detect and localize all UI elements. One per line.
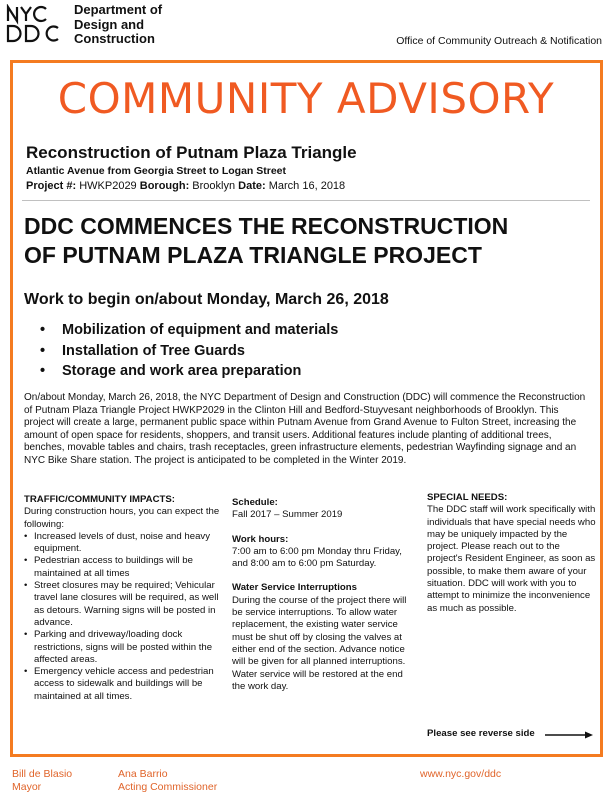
impacts-intro: During construction hours, you can expect the following:	[24, 506, 220, 530]
impacts-heading: TRAFFIC/COMMUNITY IMPACTS:	[24, 494, 175, 505]
schedule-column	[232, 497, 410, 693]
list-item: • Street closures may be required; Vehicular travel lane closures will be required, as well as detours. Warning signs will be posted in advance.	[24, 580, 224, 629]
reverse-note: Please see reverse side	[427, 728, 535, 739]
special-needs-column	[427, 492, 597, 615]
hours-text: 7:00 am to 6:00 pm Monday thru Friday, and 8:00 am to 6:00 pm Saturday.	[232, 545, 402, 570]
list-item: • Emergency vehicle access and pedestrian access to sidewalk and buildings will be maintained at all times.	[24, 666, 224, 703]
commissioner-title: Acting Commissioner	[118, 781, 218, 793]
mayor-title: Mayor	[12, 781, 42, 793]
hours-heading: Work hours:	[232, 533, 289, 545]
dept-line-2: Design and	[74, 16, 145, 32]
advisory-title: COMMUNITY ADVISORY	[57, 74, 555, 123]
department-name	[74, 3, 162, 47]
headline-line-1: DDC COMMENCES THE RECONSTRUCTION	[24, 213, 509, 239]
list-item: • Parking and driveway/loading dock restrictions, signs will be posted within the affected areas.	[24, 629, 224, 666]
date-label: Date:	[238, 180, 266, 192]
dept-line-1: Department of	[74, 2, 163, 17]
nyc-ddc-logo	[6, 4, 68, 44]
list-item: • Installation of Tree Guards	[40, 341, 338, 362]
borough-label: Borough:	[139, 180, 190, 192]
date: March 16, 2018	[268, 180, 346, 192]
work-bullets	[40, 320, 338, 382]
project-number-label: Project #:	[26, 180, 77, 192]
list-item: • Pedestrian access to buildings will be maintained at all times	[24, 555, 224, 580]
project-meta	[26, 180, 345, 192]
impacts-column	[24, 494, 224, 703]
schedule-text: Fall 2017 – Summer 2019	[232, 509, 343, 521]
list-item: • Mobilization of equipment and materials	[40, 320, 338, 341]
mayor-credit	[12, 768, 72, 794]
project-description: On/about Monday, March 26, 2018, the NYC Department of Design and Construction (DDC) will commence the Reconstruction of Putnam Plaza Triangle Project HWKP2029 in the Clinton Hill and Bedford-Stuyvesant neighborhoods of Brooklyn. This project will create a large, permanent public space within Putnam Avenue from Grand Avenue to Fulton Street, increasing the amount of open space for residents, shoppers, and transit users. Additional features include planting of additional trees, benches, movable tables and chairs, trash receptacles, green infrastructure elements, pedestrian Wayfinding signage and an NYC Bike Share station. The project is anticipated to be completed in the Winter 2019.	[24, 392, 586, 466]
website-link[interactable]: www.nyc.gov/ddc	[420, 768, 502, 780]
commissioner-name: Ana Barrio	[118, 768, 168, 780]
schedule-heading: Schedule:	[232, 497, 278, 508]
special-heading: SPECIAL NEEDS:	[427, 492, 508, 503]
commissioner-credit	[118, 768, 217, 794]
mayor-name: Bill de Blasio	[12, 768, 73, 780]
headline-line-2: OF PUTNAM PLAZA TRIANGLE PROJECT	[24, 242, 482, 268]
office-name: Office of Community Outreach & Notification	[396, 35, 602, 47]
project-number: HWKP2029	[79, 180, 137, 192]
work-begin: Work to begin on/about Monday, March 26, 2018	[24, 291, 389, 308]
divider	[22, 200, 590, 201]
water-heading: Water Service Interruptions	[232, 582, 357, 594]
water-text: During the course of the project there will be service interruptions. To allow water replacement, the existing water service must be shut off by closing the valves at either end of the section. Advance notice will be given for all planned interruptions. Water service will be restored at the end the work day.	[232, 594, 407, 692]
borough: Brooklyn	[192, 180, 236, 192]
project-location: Atlantic Avenue from Georgia Street to Logan Street	[26, 165, 287, 177]
list-item: • Storage and work area preparation	[40, 361, 338, 382]
impacts-list	[24, 531, 224, 703]
special-text: The DDC staff will work specifically with individuals that have special needs who may be uniquely impacted by the project. Please reach out to the project's Resident Engineer, as soon as possible, to make them aware of your situation. DDC will work with you to attempt to minimize the inconvenience as much as possible.	[427, 504, 596, 614]
list-item: • Increased levels of dust, noise and heavy equipment.	[24, 531, 224, 556]
dept-line-3: Construction	[74, 31, 155, 46]
arrow-right-icon	[545, 731, 593, 739]
project-title: Reconstruction of Putnam Plaza Triangle	[26, 143, 357, 162]
headline	[24, 212, 584, 270]
